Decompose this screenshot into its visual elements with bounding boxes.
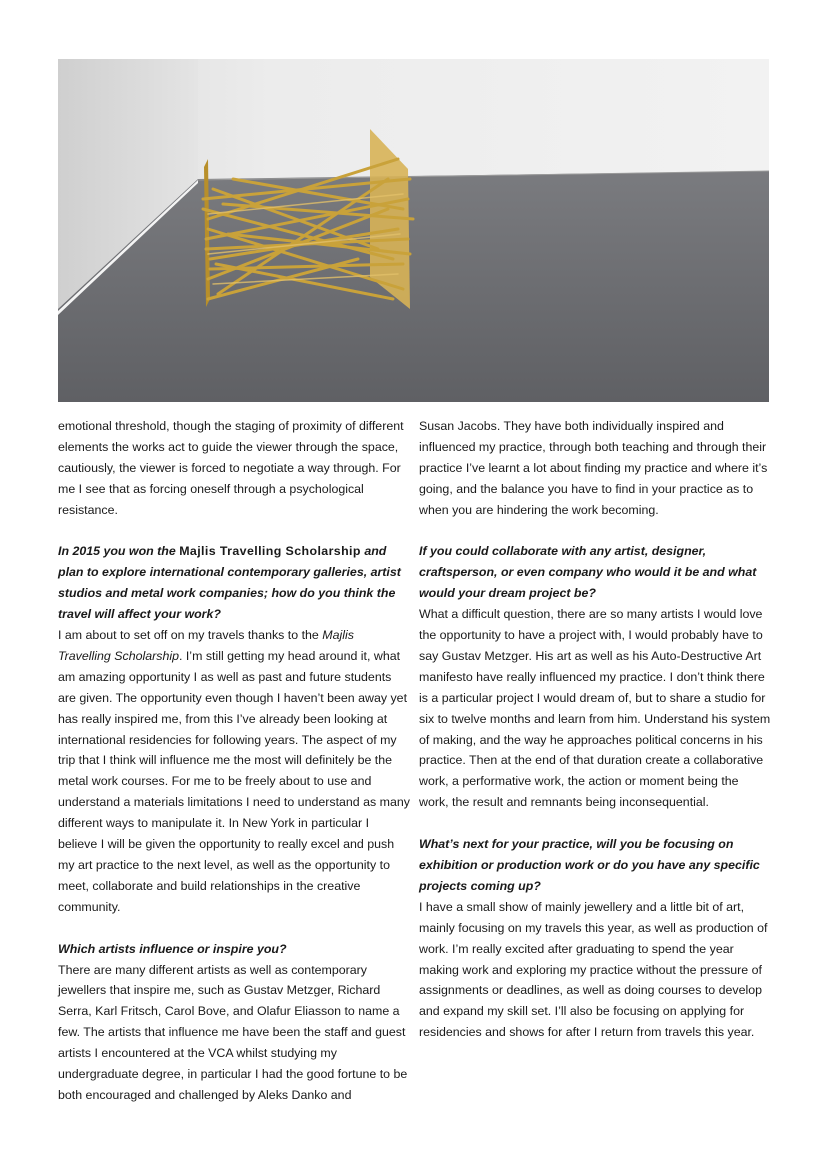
question-text: In 2015 you won the <box>58 544 180 559</box>
question-next: What’s next for your practice, will you be focusing on exhibition or production work or do you have any specific projects coming up? <box>419 837 760 893</box>
scholarship-name: Majlis Travelling Scholarship <box>179 544 361 559</box>
question-collaborate: If you could collaborate with any artist, designer, craftsperson, or even company who would it be and what would your dream project be? <box>419 544 757 601</box>
sculpture-image <box>58 59 769 402</box>
answer-text: I am about to set off on my travels thanks to the <box>58 628 323 643</box>
question-influences: Which artists influence or inspire you? <box>58 941 287 956</box>
right-column <box>419 416 771 1043</box>
answer-collaborate: What a difficult question, there are so many artists I would love the opportunity to have a project with, I would probably have to say Gustav Metzger. His art as well as his Auto-Destructive Art manifesto have really influenced my practice. I don’t think there is a particular project I would dream of, but to share a studio for six to twelve months and learn from him. Understand his system of making, and the way he approaches political concerns in his practice. Then at the end of that duration create a collaborative work, a performative work, the action or moment being the work, the result and remnants being inconsequential. <box>419 607 771 810</box>
answer-travel <box>58 625 410 918</box>
paragraph-continued: emotional threshold, though the staging of proximity of different elements the works act to guide the viewer through the space, cautiously, the viewer is forced to negotiate a way through. For me I see that as forcing oneself through a psychological resistance. <box>58 419 404 517</box>
sculpture-photo <box>58 59 769 402</box>
question-text: and plan to explore international contemporary galleries, artist studios and metal work companies; how do you think the travel will affect your work? <box>58 544 401 622</box>
paragraph-continued: Susan Jacobs. They have both individually inspired and influenced my practice, through both teaching and through their practice I’ve learnt a lot about finding my practice and where it’s going, and the balance you have to find in your practice as to when you are hindering the work becoming. <box>419 419 768 517</box>
answer-text: . I’m still getting my head around it, what am amazing opportunity I as well as past and future students are given. The opportunity even though I haven’t been away yet has really inspired me, from this I’ve already been looking at international residencies for following years. The aspect of my trip that I think will influence me the most will definitely be the metal work courses. For me to be freely about to use and understand a materials limitations I need to understand as many different ways to manipulate it. In New York in particular I believe I will be given the opportunity to really excel and push my art practice to the next level, as well as the opportunity to meet, collaborate and build relationships in the creative community. <box>58 648 410 914</box>
left-column <box>58 416 410 1106</box>
answer-influences: There are many different artists as well as contemporary jewellers that inspire me, such as Gustav Metzger, Richard Serra, Karl Fritsch, Carol Bove, and Olafur Eliasson to name a few. The artists that influence me have been the staff and guest artists I encountered at the VCA whilst studying my undergraduate degree, in particular I had the good fortune to be both encouraged and challenged by Aleks Danko and <box>58 962 408 1102</box>
question-travel <box>58 541 410 625</box>
scholarship-name-italic: Majlis Travelling Scholarship <box>58 628 354 663</box>
answer-next: I have a small show of mainly jewellery and a little bit of art, mainly focusing on my travels this year, as well as production of work. I’m really excited after graduating to spend the year making work and exploring my practice without the pressure of assignments or deadlines, as well as doing courses to develop and expand my skill set. I’ll also be focusing on applying for residencies and shows for after I return from travels this year. <box>419 899 768 1040</box>
